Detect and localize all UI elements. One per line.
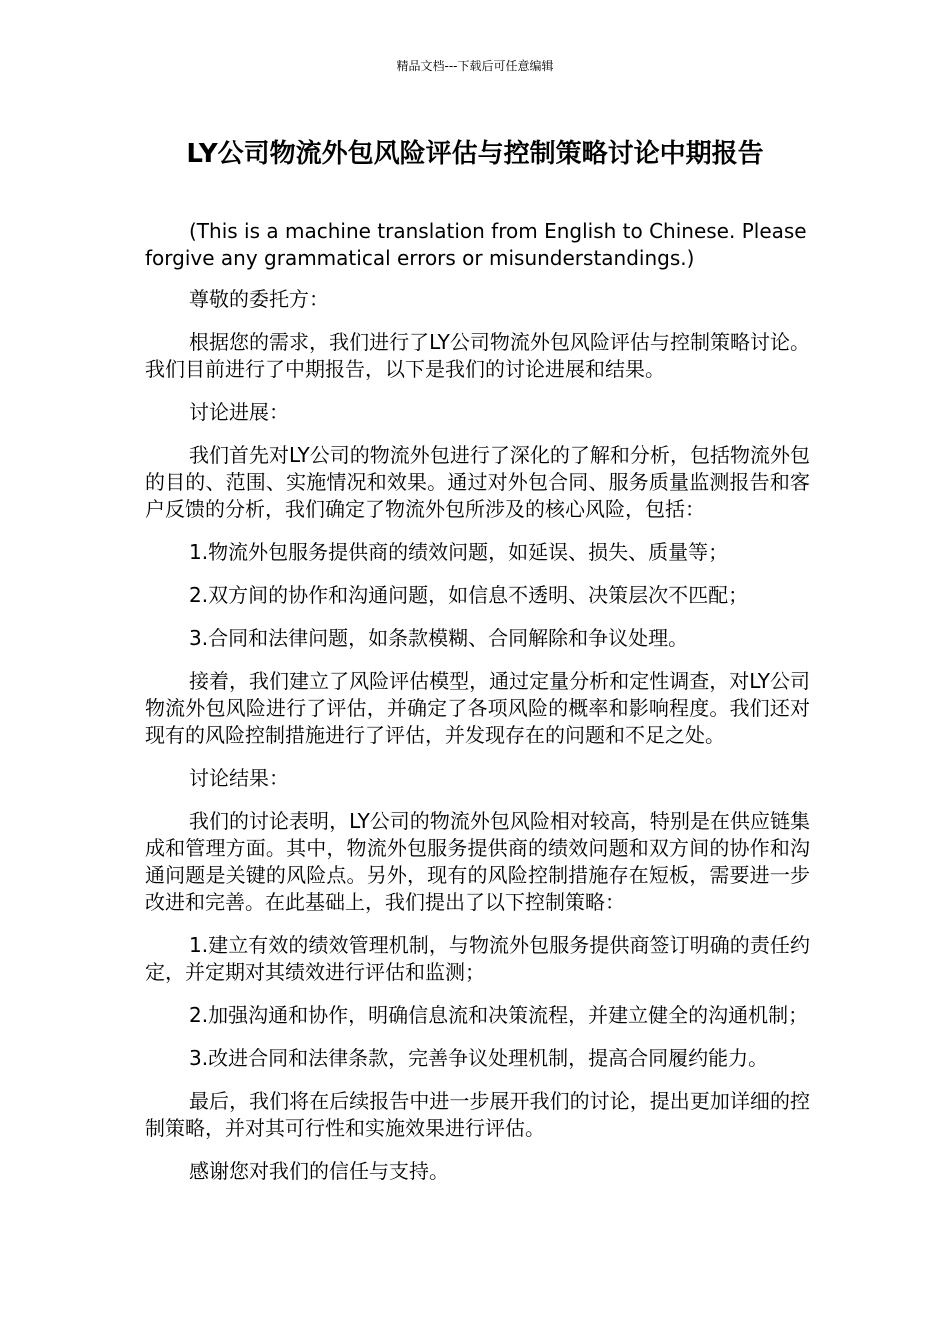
risk-item-2: 2.双方间的协作和沟通问题，如信息不透明、决策层次不匹配； — [189, 583, 749, 607]
results-paragraph: 我们的讨论表明，LY公司的物流外包风险相对较高，特别是在供应链集成和管理方面。其中，物流外包服务提供商的绩效问题和双方间的协作和沟通问题是关键的风险点。另外，现有的风险控制措施存在短板，需要进一步改进和完善。在此基础上，我们提出了以下控制策略： — [145, 809, 810, 914]
risk-item-1: 1.物流外包服务提供商的绩效问题，如延误、损失、质量等； — [189, 540, 729, 564]
closing-paragraph: 最后，我们将在后续报告中进一步展开我们的讨论，提出更加详细的控制策略，并对其可行性和实施效果进行评估。 — [145, 1089, 810, 1140]
document-title: LY公司物流外包风险评估与控制策略讨论中期报告 — [186, 139, 764, 169]
thanks-paragraph: 感谢您对我们的信任与支持。 — [189, 1159, 449, 1183]
strategy-item-1: 1.建立有效的绩效管理机制，与物流外包服务提供商签订明确的责任约定，并定期对其绩效进行评估和监测； — [145, 933, 810, 984]
header-note: 精品文档---下载后可任意编辑 — [396, 59, 554, 73]
progress-paragraph: 我们首先对LY公司的物流外包进行了深化的了解和分析，包括物流外包的目的、范围、实施情况和效果。通过对外包合同、服务质量监测报告和客户反馈的分析，我们确定了物流外包所涉及的核心风险，包括： — [145, 443, 810, 521]
risk-item-3: 3.合同和法律问题，如条款模糊、合同解除和争议处理。 — [189, 626, 689, 650]
strategy-item-2: 2.加强沟通和协作，明确信息流和决策流程，并建立健全的沟通机制； — [189, 1003, 809, 1027]
intro-paragraph: 根据您的需求，我们进行了LY公司物流外包风险评估与控制策略讨论。我们目前进行了中期报告，以下是我们的讨论进展和结果。 — [145, 330, 810, 381]
document-body — [145, 218, 810, 1201]
translation-note: (This is a machine translation from English to Chinese. Please forgive any grammatical errors or misunderstandings.) — [145, 219, 807, 270]
strategy-item-3: 3.改进合同和法律条款，完善争议处理机制，提高合同履约能力。 — [189, 1046, 769, 1070]
section-heading-results: 讨论结果： — [189, 766, 289, 790]
salutation: 尊敬的委托方： — [189, 287, 329, 311]
section-heading-progress: 讨论进展： — [189, 400, 289, 424]
assessment-paragraph: 接着，我们建立了风险评估模型，通过定量分析和定性调查，对LY公司物流外包风险进行了评估，并确定了各项风险的概率和影响程度。我们还对现有的风险控制措施进行了评估，并发现存在的问题和不足之处。 — [145, 669, 810, 747]
